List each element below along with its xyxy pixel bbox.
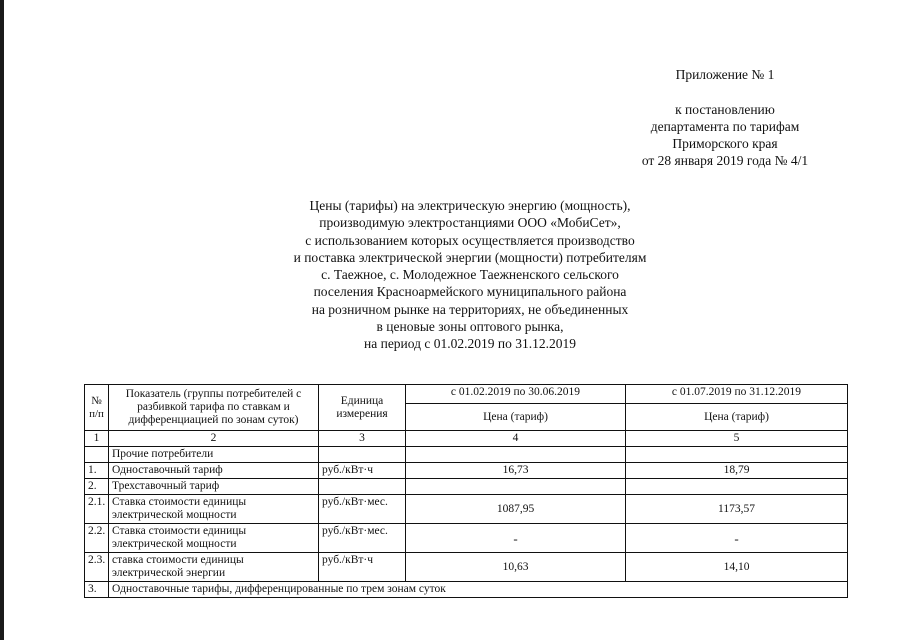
title-line: на период с 01.02.2019 по 31.12.2019 xyxy=(364,336,576,352)
row-value-1: 16,73 xyxy=(406,463,626,479)
appendix-reference xyxy=(560,101,890,169)
column-number: 3 xyxy=(319,431,406,447)
table-row xyxy=(85,495,848,524)
row-indicator: Ставка стоимости единицы электрической мощности xyxy=(109,495,319,524)
table-row xyxy=(85,582,848,598)
row-value-2: 14,10 xyxy=(626,553,848,582)
row-num: 2. xyxy=(85,479,109,495)
header-period-1: с 01.02.2019 по 30.06.2019 xyxy=(406,385,626,404)
header-price-1: Цена (тариф) xyxy=(406,404,626,431)
row-num: 2.2. xyxy=(85,524,109,553)
table-row xyxy=(85,479,848,495)
appendix-line: Приморского края xyxy=(672,136,778,151)
row-unit: руб./кВт·ч xyxy=(319,553,406,582)
column-number: 4 xyxy=(406,431,626,447)
section-value-1 xyxy=(406,447,626,463)
row-indicator: Ставка стоимости единицы электрической мощности xyxy=(109,524,319,553)
header-price-2: Цена (тариф) xyxy=(626,404,848,431)
header-unit: Единица измерения xyxy=(319,385,406,431)
row-unit: руб./кВт·мес. xyxy=(319,495,406,524)
table-row xyxy=(85,524,848,553)
row-indicator-merged: Одноставочные тарифы, дифференцированные по трем зонам суток xyxy=(109,582,848,598)
row-num: 2.3. xyxy=(85,553,109,582)
section-num xyxy=(85,447,109,463)
row-num: 3. xyxy=(85,582,109,598)
header-period-2: с 01.07.2019 по 31.12.2019 xyxy=(626,385,848,404)
title-line: с использованием которых осуществляется производство xyxy=(305,232,635,248)
title-line: на розничном рынке на территориях, не объединенных xyxy=(311,301,629,317)
row-value-2: 1173,57 xyxy=(626,495,848,524)
title-line: производимую электростанциями ООО «МобиСет», xyxy=(319,215,621,231)
column-number: 2 xyxy=(109,431,319,447)
row-value-2 xyxy=(626,479,848,495)
section-title: Прочие потребители xyxy=(109,447,319,463)
section-unit xyxy=(319,447,406,463)
row-unit: руб./кВт·ч xyxy=(319,463,406,479)
row-value-2: - xyxy=(626,524,848,553)
row-unit xyxy=(319,479,406,495)
row-value-2: 18,79 xyxy=(626,463,848,479)
row-unit: руб./кВт·мес. xyxy=(319,524,406,553)
row-indicator: Одноставочный тариф xyxy=(109,463,319,479)
table-row xyxy=(85,553,848,582)
column-number: 1 xyxy=(85,431,109,447)
section-value-2 xyxy=(626,447,848,463)
document-title xyxy=(240,197,700,353)
title-line: поселения Красноармейского муниципального района xyxy=(313,284,627,300)
scan-edge xyxy=(0,0,4,640)
appendix-line: департамента по тарифам xyxy=(650,119,800,134)
title-line: Цены (тарифы) на электрическую энергию (мощность), xyxy=(309,198,631,213)
title-line: и поставка электрической энергии (мощности) потребителям xyxy=(293,249,647,265)
table-row xyxy=(85,463,848,479)
row-value-1: 10,63 xyxy=(406,553,626,582)
column-number-row xyxy=(85,431,848,447)
title-line: в ценовые зоны оптового рынка, xyxy=(376,319,564,335)
header-indicator: Показатель (группы потребителей с разбивкой тарифа по ставкам и дифференциацией по зонам суток) xyxy=(109,385,319,431)
row-num: 2.1. xyxy=(85,495,109,524)
row-indicator: Трехставочный тариф xyxy=(109,479,319,495)
row-indicator: ставка стоимости единицы электрической энергии xyxy=(109,553,319,582)
row-value-1: 1087,95 xyxy=(406,495,626,524)
row-num: 1. xyxy=(85,463,109,479)
row-value-1 xyxy=(406,479,626,495)
appendix-title: Приложение № 1 xyxy=(675,67,775,82)
section-row xyxy=(85,447,848,463)
appendix-line: от 28 января 2019 года № 4/1 xyxy=(641,153,809,168)
column-number: 5 xyxy=(626,431,848,447)
header-num: № п/п xyxy=(85,385,109,431)
appendix-line: к постановлению xyxy=(675,102,775,117)
title-line: с. Таежное, с. Молодежное Таежненского сельского xyxy=(321,267,619,283)
row-value-1: - xyxy=(406,524,626,553)
tariff-table xyxy=(84,384,848,598)
table-header-row xyxy=(85,385,848,404)
